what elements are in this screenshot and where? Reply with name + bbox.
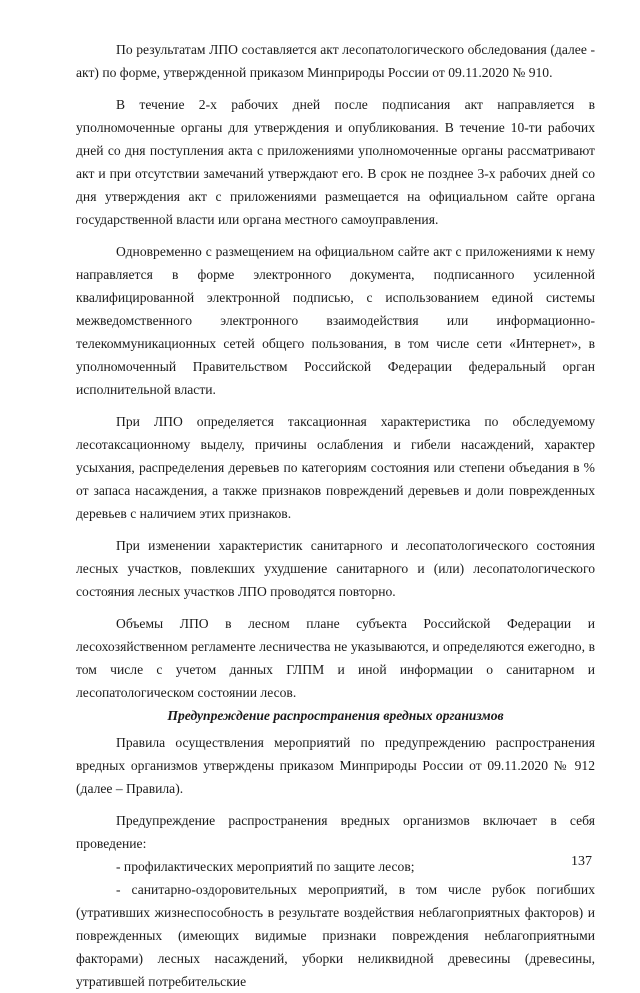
page-content [76,38,595,993]
paragraph-prevention-includes: Предупреждение распространения вредных организмов включает в себя проведение: [76,813,595,851]
paragraph-lpo-characteristics: При ЛПО определяется таксационная характеристика по обследуемому лесотаксационному выделу, причины ослабления и гибели насаждений, характер усыхания, распределения деревьев по категориям состояния или степени объедания в % от запаса насаждения, а также признаков повреждений деревьев и доли поврежденных деревьев с наличием этих признаков. [76,414,595,521]
paragraph-act-approval: В течение 2-х рабочих дней после подписания акт направляется в уполномоченные органы для утверждения и опубликования. В течение 10-ти рабочих дней со дня поступления акта с приложениями уполномоченные органы рассматривают акт и при отсутствии замечаний утверждают его. В срок не позднее 3-х рабочих дней со дня утверждения акт с приложениями размещается на официальном сайте органа государственной власти или органа местного самоуправления. [76,97,595,227]
paragraph-act-formation: По результатам ЛПО составляется акт лесопатологического обследования (далее - акт) по форме, утвержденной приказом Минприроды России от 09.11.2020 № 910. [76,42,595,80]
list-item-preventive: - профилактических мероприятий по защите лесов; [116,859,415,874]
section-heading: Предупреждение распространения вредных организмов [167,708,504,723]
paragraph-repeat-lpo: При изменении характеристик санитарного и лесопатологического состояния лесных участков, повлекших ухудшение санитарного и (или) лесопатологического состояния лесных участков ЛПО проводятся повторно. [76,538,595,599]
paragraph-rules: Правила осуществления мероприятий по предупреждению распространения вредных организмов утверждены приказом Минприроды России от 09.11.2020 № 912 (далее – Правила). [76,735,595,796]
paragraph-electronic-submission: Одновременно с размещением на официальном сайте акт с приложениями к нему направляется в форме электронного документа, подписанного усиленной квалифицированной электронной подписью, с использованием единой системы межведомственного электронного взаимодействия или информационно-телекоммуникационных сетей общего пользования, в том числе сети «Интернет», в уполномоченный Правительством Российской Федерации федеральный орган исполнительной власти. [76,244,595,397]
page-number: 137 [571,854,592,869]
paragraph-lpo-volumes: Объемы ЛПО в лесном плане субъекта Российской Федерации и лесохозяйственном регламенте лесничества не указываются, и определяются ежегодно, в том числе с учетом данных ГЛПМ и иной информации о санитарном и лесопатологическом состоянии лесов. [76,616,595,700]
list-item-sanitary: - санитарно-оздоровительных мероприятий, в том числе рубок погибших (утративших жизнеспособность в результате воздействия неблагоприятных факторов) и поврежденных (имеющих видимые признаки повреждения неблагоприятными факторами) лесных насаждений, уборки неликвидной древесины (древесины, утратившей потребительские [76,882,595,989]
